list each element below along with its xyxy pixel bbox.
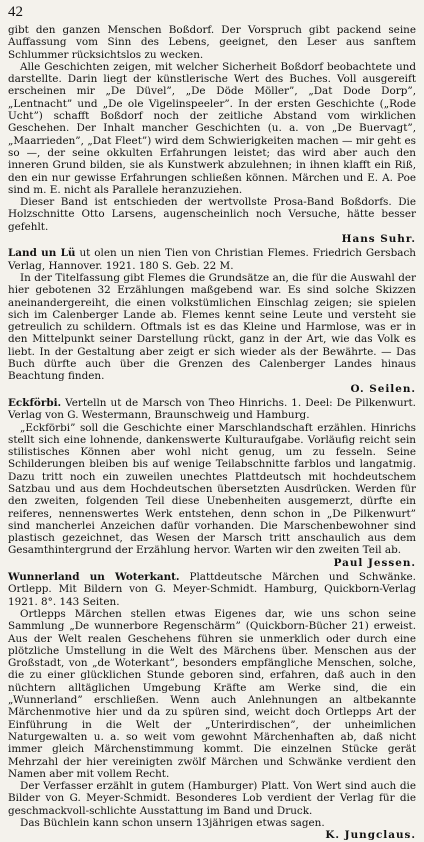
review-ortlepp-title	[8, 571, 416, 608]
review-flemes-signature: O. Seilen.	[350, 382, 416, 395]
review-ortlepp-paragraph-2: Der Verfasser erzählt in gutem (Hamburger) Platt. Von Wert sind auch die Bilder von G. Meyer-Schmidt. Besonderes Lob verdient der Verlag für die geschmackvoll-schlichte Ausstattung im Band und Druck.	[8, 780, 416, 817]
review-boßdorf-paragraph-2: Alle Geschichten zeigen, mit welcher Sicherheit Boßdorf beobachtete und darstellte. Darin liegt der künstlerische Wert des Buches. Voll ausgereift erscheinen mir „De Düvel”, „De Döde Möller”, „Dat Dode Dorp”, „Lentnacht” und „De ole Vigelinspeeler”. In der ersten Geschichte („Rode Ucht”) schafft Boßdorf noch der zeitliche Abstand vom wirklichen Geschehen. Der Inhalt mancher Geschichten (u. a. von „De Buervagt”, „Maarrieden”, „Dat Fleet”) wird dem Schwierigkeiten machen — mir geht es so —, der seine okkulten Erfahrungen leistet; das wird aber auch den inneren Grund bilden, sie als Kunstwerk abzulehnen; in ihnen klafft ein Riß, den ein nur gewisse Erfahrungen schließen können. Märchen und E. A. Poe sind m. E. nicht als Parallele heranzuziehen.	[8, 60, 416, 196]
review-flemes-title	[8, 247, 416, 272]
review-boßdorf-signature: Hans Suhr.	[341, 233, 416, 246]
review-boßdorf-paragraph-1: gibt den ganzen Menschen Boßdorf. Der Vorspruch gibt packend seine Auffassung vom Sinn des Lebens, geeignet, den Leser aus sanftem Schlummer rücksichtslos zu wecken.	[8, 24, 416, 61]
review-ortlepp-title-rest: Plattdeutsche Märchen und Schwänke. Ortlepp. Mit Bildern von G. Meyer-Schmidt. Hamburg, Quickborn-Verlag 1921. 8°. 143 Seiten.	[8, 571, 416, 608]
review-ortlepp-title-bold: Wunnerland un Woterkant.	[8, 571, 180, 584]
review-ortlepp-paragraph-1: Ortlepps Märchen stellen etwas Eigenes dar, wie uns schon seine Sammlung „De wunnerbore Regenschärm” (Quickborn-Bücher 21) erweist. Aus der Welt realen Geschehens führen sie unmerklich oder durch eine plötzliche Umstellung in die Welt des Märchens über. Menschen aus der Großstadt, von „de Woterkant”, besonders empfängliche Menschen, solche, die zu einer glücklichen Stunde geboren sind, erfahren, daß auch in den nüchtern alltäglichen Umgebung Kräfte am Werke sind, die ein „Wunnerland” erschließen. Wenn auch Anlehnungen an altbekannte Märchenmotive hier und da zu spüren sind, weicht doch Ortlepps Art der Einführung in die Welt der „Unterirdischen”, der unheimlichen Naturgewalten u. a. so weit vom gewohnt Märchenhaften ab, daß nicht immer gleich Märchenstimmung kommt. Die einzelnen Stücke gerät Mehrzahl der hier vereinigten zwölf Märchen und Schwänke verdient den Namen aber mit vollem Recht.	[8, 607, 416, 780]
review-hinrichs-title-rest: Vertelln ut de Marsch von Theo Hinrichs. 1. Deel: De Pilkenwurt. Verlag von G. Westermann, Braunschweig und Hamburg.	[8, 396, 416, 422]
page-content	[8, 24, 416, 842]
page-number: 42	[8, 4, 23, 20]
review-flemes-paragraph-1: In der Titelfassung gibt Flemes die Grundsätze an, die für die Auswahl der hier gebotenen 32 Erzählungen maßgebend war. Es sind solche Skizzen aneinandergereiht, die einen volkstümlichen Einschlag zeigen; sie spielen sich im Calenberger Lande ab. Flemes kennt seine Leute und versteht sie getreulich zu schildern. Oftmals ist es das Kleine und Harmlose, was er in den Mittelpunkt seiner Darstellung rückt, ganz in der Art, wie das Volk es liebt. In der Gestaltung aber zeigt er sich wieder als der Bewährte. — Das Buch dürfte auch über die Grenzen des Calenberger Landes hinaus Beachtung finden.	[8, 271, 416, 383]
review-ortlepp-signature: K. Jungclaus.	[325, 829, 416, 842]
review-hinrichs-title-bold: Eckförbi.	[8, 396, 62, 409]
review-hinrichs-paragraph-1: „Eckförbi” soll die Geschichte einer Marschlandschaft erzählen. Hinrichs stellt sich eine lohnende, dankenswerte Kulturaufgabe. Vorläufig reicht sein stilistisches Können aber wohl nicht genug, um zu fesseln. Seine Schilderungen bleiben bis auf wenige Teilabschnitte farblos und langatmig. Dazu tritt noch ein zuweilen unechtes Plattdeutsch mit hochdeutschem Satzbau und aus dem Hochdeutschen übersetzten Ausdrücken. Werden für den zweiten, folgenden Teil diese Unebenheiten ausgemerzt, dürfte ein reiferes, nennenswertes Werk entstehen, denn schon in „De Pilkenwurt” sind mancherlei Anzeichen dafür vorhanden. Die Marschenbewohner sind plastisch gezeichnet, das Wesen der Marsch tritt anschaulich aus dem Gesamthintergrund der Erzählung hervor. Warten wir den zweiten Teil ab.	[8, 421, 416, 557]
review-flemes-title-bold: Land un Lü	[8, 247, 76, 260]
review-boßdorf-paragraph-3: Dieser Band ist entschieden der wertvollste Prosa-Band Boßdorfs. Die Holzschnitte Otto Larsens, augenscheinlich noch Versuche, hätte besser gefehlt.	[8, 196, 416, 233]
review-hinrichs-signature: Paul Jessen.	[333, 556, 416, 569]
review-flemes-title-rest: ut olen un nien Tien von Christian Flemes. Friedrich Gersbach Verlag, Hannover. 1921. 180 S. Geb. 22 M.	[8, 247, 416, 272]
review-hinrichs-title	[8, 397, 416, 422]
review-ortlepp-paragraph-3: Das Büchlein kann schon unsern 13jährigen etwas sagen.	[20, 817, 325, 829]
